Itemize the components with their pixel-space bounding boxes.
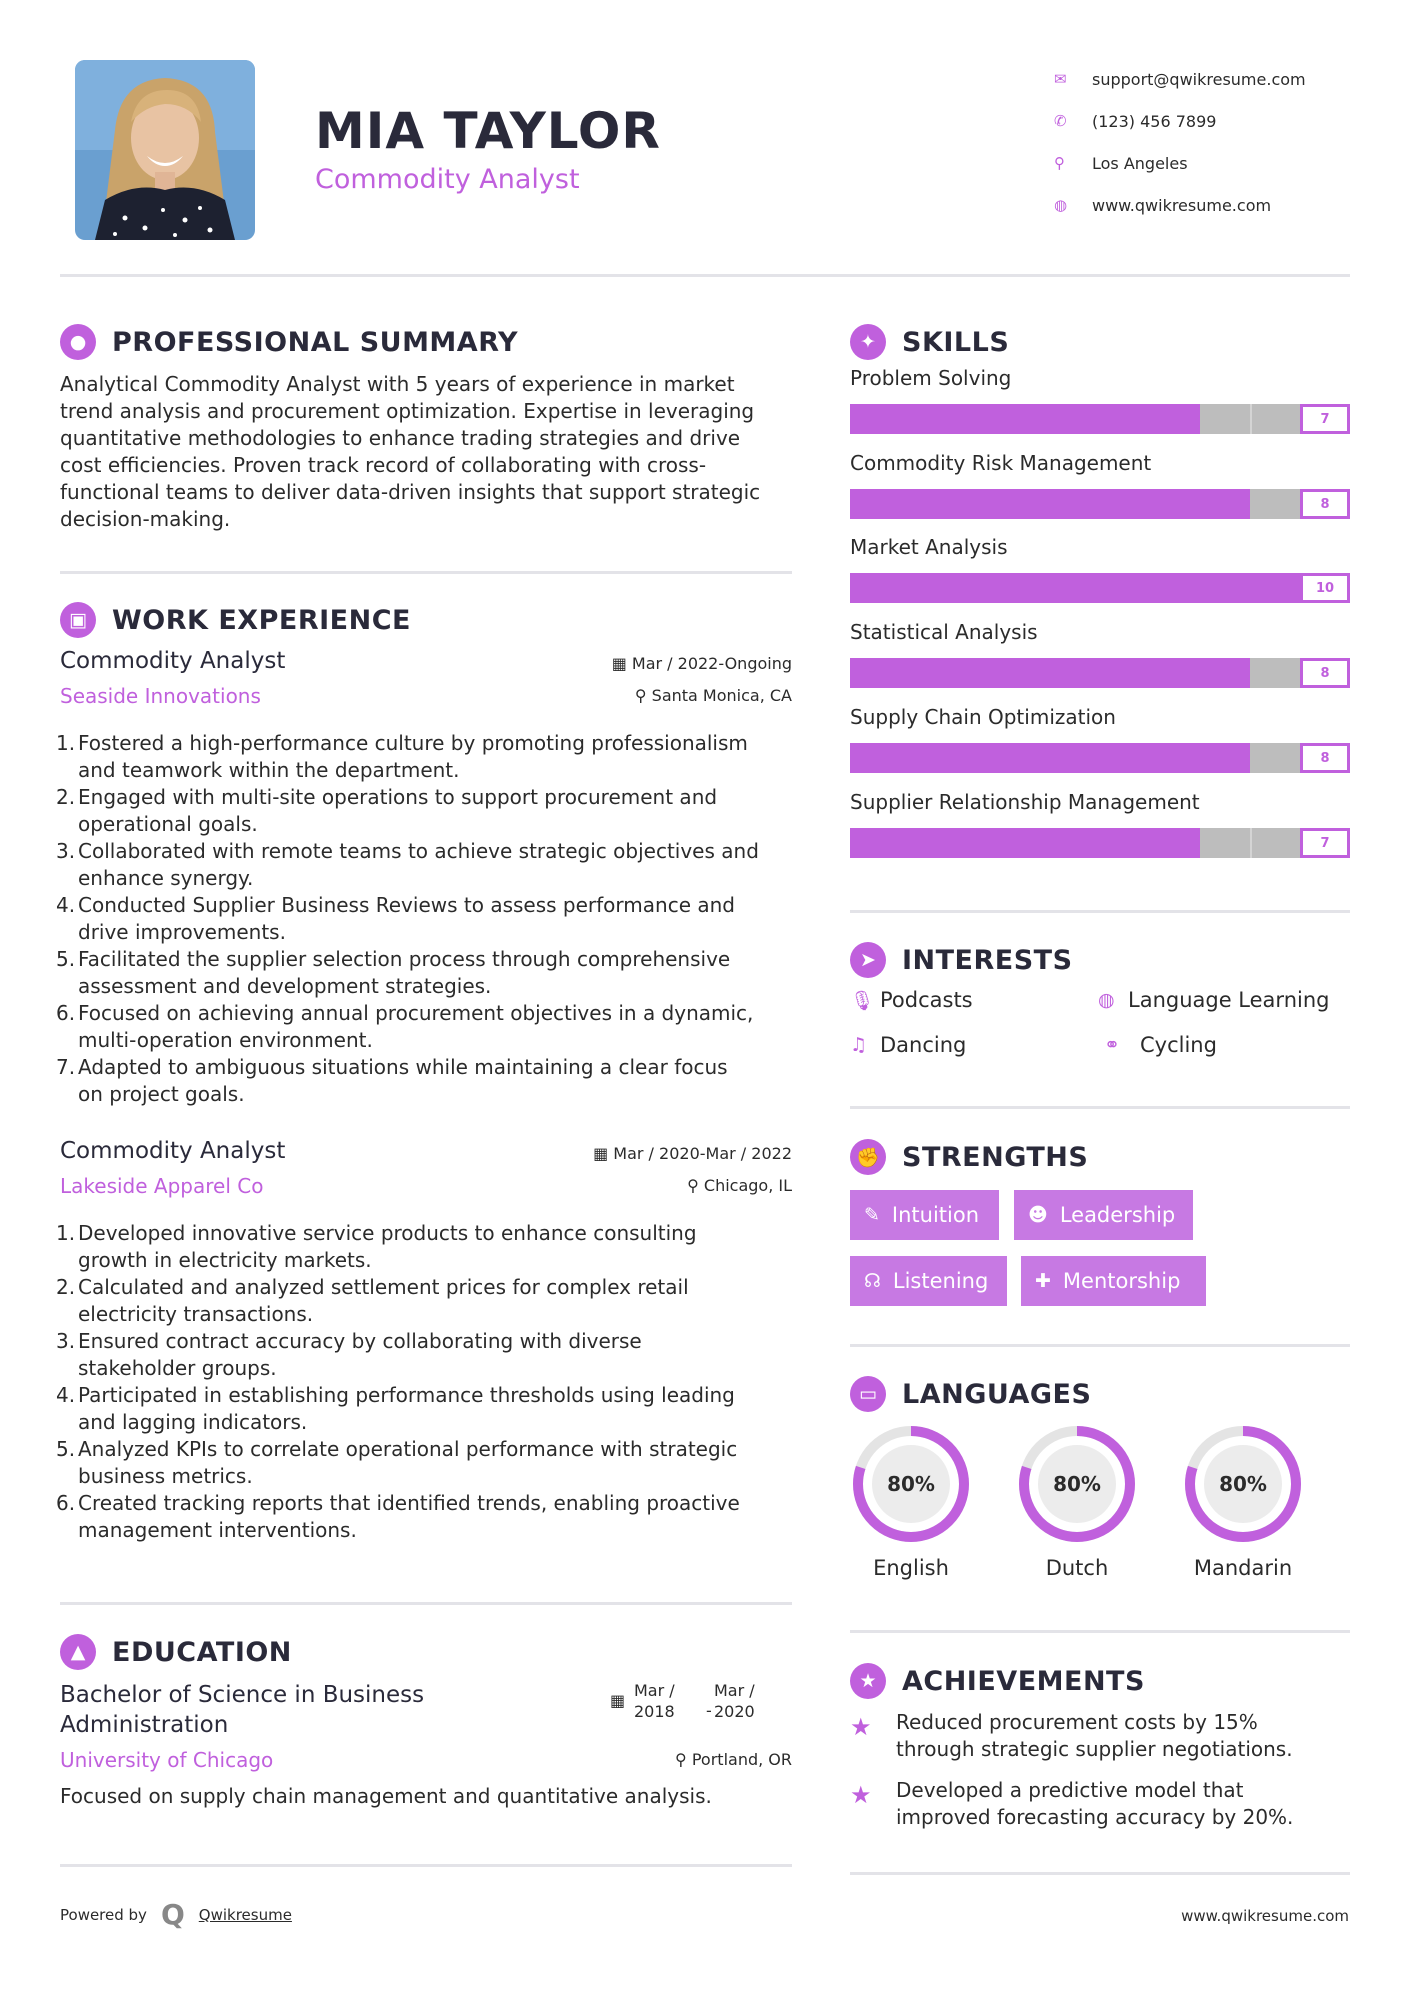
contact-website-text: www.qwikresume.com	[1092, 195, 1272, 215]
job-company[interactable]: Seaside Innovations	[60, 684, 261, 708]
achievement-line: improved forecasting accuracy by 20%.	[896, 1805, 1294, 1829]
skill-bar-segment	[1250, 828, 1252, 858]
list-item-text: Analyzed KPIs to correlate operational performance with strategic	[78, 1437, 738, 1461]
lightbulb-icon: ✦	[850, 324, 886, 360]
star-badge-icon: ★	[850, 1663, 886, 1699]
skill-item	[850, 790, 1350, 860]
experience-divider	[60, 1602, 792, 1605]
job-date-text: Mar / 2020-Mar / 2022	[613, 1144, 792, 1163]
resume-header	[60, 58, 1350, 238]
list-item: 6. Focused on achieving annual procurement objectives in a dynamic, multi-operation environment.	[56, 1001, 754, 1052]
list-item-text: Created tracking reports that identified trends, enabling proactive	[78, 1491, 740, 1515]
languages-heading-text: LANGUAGES	[902, 1378, 1092, 1410]
strength-label: Mentorship	[1062, 1269, 1181, 1293]
list-item-text: Ensured contract accuracy by collaborating with diverse	[78, 1329, 642, 1353]
pin-icon: ⚲	[675, 1750, 692, 1769]
list-item: 2. Calculated and analyzed settlement prices for complex retail electricity transactions.	[56, 1275, 689, 1326]
strength-chip	[1014, 1190, 1193, 1240]
skill-bar	[850, 573, 1350, 603]
list-item-text: Calculated and analyzed settlement prices for complex retail	[78, 1275, 689, 1299]
education-degree-line: Bachelor of Science in Business	[60, 1682, 425, 1708]
job-entry	[56, 1138, 792, 1558]
skill-bar-segment	[1250, 404, 1252, 434]
skill-level-badge: 10	[1300, 573, 1350, 603]
education-heading-text: EDUCATION	[112, 1636, 292, 1668]
qwikresume-logo-icon: Q	[160, 1898, 185, 1931]
summary-line: functional teams to deliver data-driven insights that support strategic	[60, 480, 761, 504]
interests-heading-text: INTERESTS	[902, 944, 1073, 976]
language-name: Mandarin	[1193, 1556, 1293, 1580]
skill-name: Market Analysis	[850, 535, 1008, 559]
calendar-icon: ▦	[593, 1144, 614, 1163]
contact-website[interactable]	[1048, 184, 1378, 226]
footer-url[interactable]: www.qwikresume.com	[1181, 1907, 1349, 1925]
achievements-heading	[850, 1661, 1145, 1701]
pin-icon: ⚲	[687, 1176, 704, 1195]
education-heading	[60, 1632, 292, 1672]
profile-photo	[75, 60, 255, 240]
headphones-icon: ☊	[864, 1270, 881, 1292]
skills-heading	[850, 322, 1009, 362]
skill-bar	[850, 404, 1350, 434]
list-item-text: assessment and development strategies.	[78, 974, 492, 998]
contact-list	[1048, 58, 1378, 226]
list-item-text: business metrics.	[78, 1464, 253, 1488]
list-item: 4. Participated in establishing performance thresholds using leading and lagging indicators.	[56, 1383, 735, 1434]
list-item-text: growth in electricity markets.	[78, 1248, 372, 1272]
skill-item	[850, 366, 1350, 436]
skill-level-badge: 8	[1300, 658, 1350, 688]
list-item-text: Participated in establishing performance thresholds using leading	[78, 1383, 735, 1407]
strength-label: Leadership	[1059, 1203, 1176, 1227]
language-percent: 80%	[1053, 1472, 1101, 1496]
job-date	[612, 654, 792, 673]
achievement-line: Reduced procurement costs by 15%	[896, 1710, 1258, 1734]
skill-bar-fill	[850, 658, 1250, 688]
achievements-divider	[850, 1872, 1350, 1875]
header-divider	[60, 274, 1350, 277]
profile-photo-illustration	[75, 60, 255, 240]
paper-plane-icon: ➤	[850, 942, 886, 978]
summary-line: decision-making.	[60, 507, 231, 531]
list-item-text: Facilitated the supplier selection process through comprehensive	[78, 947, 731, 971]
language-name: Dutch	[1045, 1556, 1109, 1580]
list-item-text: stakeholder groups.	[78, 1356, 277, 1380]
education-description: Focused on supply chain management and quantitative analysis.	[60, 1784, 712, 1808]
job-location	[635, 686, 792, 705]
job-date-text: Mar / 2022-Ongoing	[631, 654, 792, 673]
magic-wand-icon: ✎	[864, 1204, 880, 1226]
achievement-line: Developed a predictive model that	[896, 1778, 1244, 1802]
strength-label: Intuition	[891, 1203, 980, 1227]
skill-bar-fill	[850, 404, 1200, 434]
contact-email[interactable]	[1048, 58, 1378, 100]
language-icon: ▭	[850, 1376, 886, 1412]
music-note-icon: ♫	[850, 1034, 868, 1056]
skills-divider	[850, 910, 1350, 913]
education-location	[675, 1750, 792, 1769]
star-icon: ★	[850, 1713, 872, 1741]
skill-bar-fill	[850, 828, 1200, 858]
contact-email-text: support@qwikresume.com	[1092, 69, 1306, 89]
list-item: 3. Collaborated with remote teams to achieve strategic objectives and enhance synergy.	[56, 839, 759, 890]
interest-item	[1098, 1033, 1217, 1057]
language-percent: 80%	[887, 1472, 935, 1496]
job-company[interactable]: Lakeside Apparel Co	[60, 1174, 264, 1198]
achievements-heading-text: ACHIEVEMENTS	[902, 1665, 1145, 1697]
user-plus-icon: ✚	[1035, 1270, 1051, 1292]
education-degree-line: Administration	[60, 1712, 229, 1738]
skill-bar	[850, 828, 1350, 858]
job-entry	[56, 648, 792, 1108]
date-separator: -	[706, 1701, 712, 1720]
education-date-start	[634, 1680, 675, 1722]
strengths-heading-text: STRENGTHS	[902, 1141, 1089, 1173]
interest-item	[1098, 988, 1329, 1012]
education-school[interactable]: University of Chicago	[60, 1748, 274, 1772]
graduation-cap-icon: ▲	[60, 1634, 96, 1670]
job-title: Commodity Analyst	[60, 1138, 286, 1164]
education-date	[610, 1680, 792, 1726]
list-item-text: Adapted to ambiguous situations while maintaining a clear focus	[78, 1055, 728, 1079]
strength-chip	[850, 1190, 999, 1240]
list-item: 7. Adapted to ambiguous situations while maintaining a clear focus on project goals.	[56, 1055, 728, 1106]
list-item-text: Fostered a high-performance culture by promoting professionalism	[78, 731, 748, 755]
list-item: 5. Analyzed KPIs to correlate operational performance with strategic business metrics.	[56, 1437, 738, 1488]
summary-line: quantitative methodologies to enhance trading strategies and drive	[60, 426, 741, 450]
strength-label: Listening	[892, 1269, 989, 1293]
interest-label: Dancing	[880, 1033, 967, 1057]
skill-bar-fill	[850, 489, 1250, 519]
skill-bar	[850, 489, 1350, 519]
list-item-text: Focused on achieving annual procurement objectives in a dynamic,	[78, 1001, 754, 1025]
list-item-text: enhance synergy.	[78, 866, 254, 890]
skill-name: Supply Chain Optimization	[850, 705, 1116, 729]
education-entry	[60, 1680, 792, 1820]
interest-label: Podcasts	[880, 988, 973, 1012]
education-location-text: Portland, OR	[691, 1750, 792, 1769]
fist-icon: ✊	[850, 1139, 886, 1175]
list-item-text: operational goals.	[78, 812, 258, 836]
list-item: 3. Ensured contract accuracy by collaborating with diverse stakeholder groups.	[56, 1329, 642, 1380]
job-title: Commodity Analyst	[60, 648, 286, 674]
skill-level-badge: 7	[1300, 404, 1350, 434]
language-name: English	[873, 1556, 949, 1580]
languages-heading	[850, 1374, 1091, 1414]
experience-heading	[60, 600, 411, 640]
list-item-text: on project goals.	[78, 1082, 245, 1106]
language-item	[1178, 1424, 1308, 1604]
language-ring	[1178, 1424, 1308, 1548]
strength-chip	[850, 1256, 1007, 1306]
skill-name: Statistical Analysis	[850, 620, 1038, 644]
skill-name: Supplier Relationship Management	[850, 790, 1200, 814]
strengths-heading	[850, 1137, 1088, 1177]
list-item-text: and teamwork within the department.	[78, 758, 460, 782]
brand-link[interactable]: Qwikresume	[198, 1905, 292, 1924]
skill-name: Problem Solving	[850, 366, 1012, 390]
education-divider	[60, 1864, 792, 1867]
summary-divider	[60, 571, 792, 574]
skill-item	[850, 705, 1350, 775]
list-item: 1. Fostered a high-performance culture by promoting professionalism and teamwork within the department.	[56, 731, 748, 782]
star-icon: ★	[850, 1781, 872, 1809]
globe-icon: ◍	[1054, 196, 1068, 214]
strengths-divider	[850, 1344, 1350, 1347]
language-item	[1012, 1424, 1142, 1604]
globe-icon: ◍	[1098, 989, 1115, 1011]
list-item-text: management interventions.	[78, 1518, 357, 1542]
calendar-icon: ▦	[611, 654, 632, 673]
candidate-title: Commodity Analyst	[315, 164, 580, 195]
summary-heading	[60, 322, 518, 362]
job-location	[687, 1176, 792, 1195]
skill-bar	[850, 743, 1350, 773]
list-item-text: Collaborated with remote teams to achieve strategic objectives and	[78, 839, 759, 863]
languages-divider	[850, 1630, 1350, 1633]
contact-location-text: Los Angeles	[1092, 153, 1188, 173]
achievement-line: through strategic supplier negotiations.	[896, 1737, 1293, 1761]
skill-item	[850, 620, 1350, 690]
skill-level-badge: 8	[1300, 489, 1350, 519]
education-date-end	[714, 1680, 755, 1722]
list-item: 1. Developed innovative service products to enhance consulting growth in electricity markets.	[56, 1221, 697, 1272]
list-item-text: Developed innovative service products to enhance consulting	[78, 1221, 697, 1245]
interest-item	[850, 1033, 966, 1057]
list-item-text: electricity transactions.	[78, 1302, 314, 1326]
powered-by-text: Powered by	[60, 1905, 147, 1924]
education-date-text: Mar /	[634, 1681, 675, 1700]
envelope-icon: ✉	[1054, 70, 1067, 88]
education-degree	[60, 1680, 424, 1740]
interest-item	[850, 988, 973, 1012]
skills-heading-text: SKILLS	[902, 326, 1010, 358]
skill-name: Commodity Risk Management	[850, 451, 1152, 475]
pin-icon: ⚲	[634, 686, 652, 705]
calendar-icon: ▦	[610, 1691, 626, 1710]
skill-item	[850, 451, 1350, 521]
list-item-text: Conducted Supplier Business Reviews to assess performance and	[78, 893, 735, 917]
list-item: 6. Created tracking reports that identified trends, enabling proactive management interventions.	[56, 1491, 740, 1542]
contact-phone[interactable]	[1048, 100, 1378, 142]
users-icon: ☻	[1028, 1204, 1048, 1226]
experience-heading-text: WORK EXPERIENCE	[112, 604, 411, 636]
skill-bar-fill	[850, 573, 1350, 603]
user-icon: ●	[60, 324, 96, 360]
summary-line: Analytical Commodity Analyst with 5 years of experience in market	[60, 372, 735, 396]
job-responsibilities	[56, 730, 792, 1108]
education-date-text: 2020	[714, 1702, 755, 1721]
language-percent: 80%	[1219, 1472, 1267, 1496]
briefcase-icon: ▣	[60, 602, 96, 638]
list-item: 5. Facilitated the supplier selection process through comprehensive assessment and development strategies.	[56, 947, 731, 998]
skill-level-badge: 7	[1300, 828, 1350, 858]
contact-phone-text: (123) 456 7899	[1092, 111, 1217, 131]
interests-heading	[850, 940, 1073, 980]
map-pin-icon: ⚲	[1054, 154, 1065, 172]
list-item-text: and lagging indicators.	[78, 1410, 308, 1434]
summary-text	[60, 371, 800, 533]
job-responsibilities	[56, 1220, 792, 1544]
microphone-icon: 🎙	[850, 989, 875, 1012]
candidate-name: MIA TAYLOR	[315, 102, 661, 160]
skill-bar	[850, 658, 1350, 688]
skill-bar-fill	[850, 743, 1250, 773]
phone-icon: ✆	[1054, 112, 1067, 130]
bicycle-icon: ⚭	[1104, 1034, 1120, 1056]
skill-level-badge: 8	[1300, 743, 1350, 773]
list-item-text: multi-operation environment.	[78, 1028, 373, 1052]
summary-line: trend analysis and procurement optimization. Expertise in leveraging	[60, 399, 755, 423]
summary-heading-text: PROFESSIONAL SUMMARY	[112, 326, 519, 358]
summary-line: cost efficiencies. Proven track record of collaborating with cross-	[60, 453, 707, 477]
skill-item	[850, 535, 1350, 605]
list-item-text: Engaged with multi-site operations to support procurement and	[78, 785, 718, 809]
interests-divider	[850, 1106, 1350, 1109]
contact-location	[1048, 142, 1378, 184]
language-ring	[846, 1424, 976, 1548]
interest-label: Language Learning	[1128, 988, 1330, 1012]
education-date-text: Mar /	[714, 1681, 755, 1700]
achievement-text	[896, 1709, 1293, 1763]
achievement-item	[850, 1777, 1330, 1831]
job-location-text: Santa Monica, CA	[651, 686, 792, 705]
achievement-text	[896, 1777, 1293, 1831]
interest-label: Cycling	[1140, 1033, 1217, 1057]
language-ring	[1012, 1424, 1142, 1548]
language-item	[846, 1424, 976, 1604]
achievement-item	[850, 1709, 1330, 1763]
education-date-text: 2018	[634, 1702, 675, 1721]
list-item: 2. Engaged with multi-site operations to support procurement and operational goals.	[56, 785, 718, 836]
strength-chip	[1021, 1256, 1206, 1306]
job-location-text: Chicago, IL	[703, 1176, 792, 1195]
footer-powered-by	[60, 1898, 292, 1931]
list-item: 4. Conducted Supplier Business Reviews to assess performance and drive improvements.	[56, 893, 735, 944]
job-date	[593, 1144, 792, 1163]
list-item-text: drive improvements.	[78, 920, 286, 944]
